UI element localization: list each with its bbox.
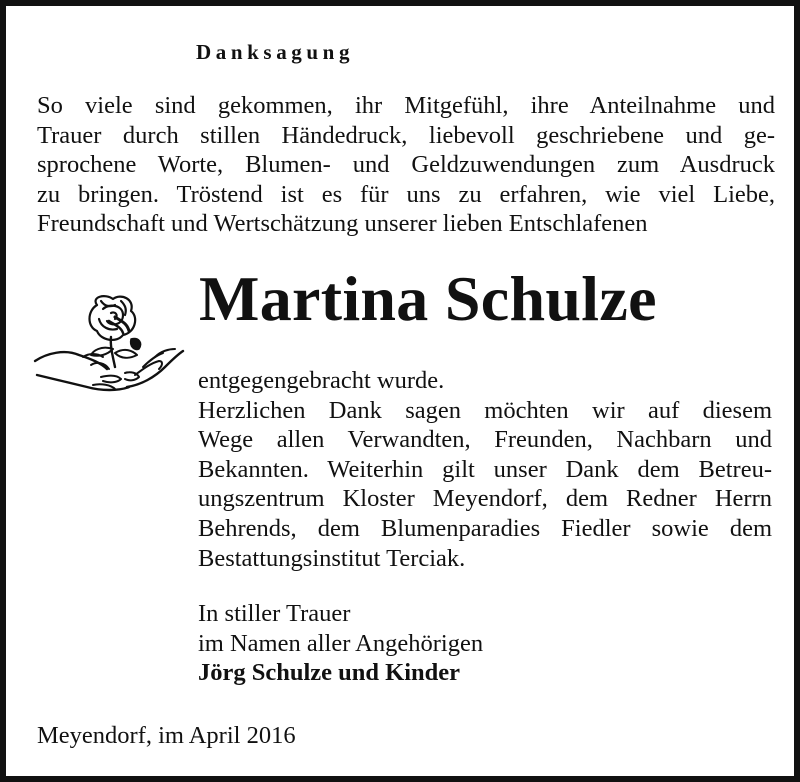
closing-line: im Namen aller Angehörigen bbox=[198, 629, 484, 657]
notice-heading: Danksagung bbox=[196, 40, 355, 64]
closing-block bbox=[198, 599, 483, 688]
deceased-name: Martina Schulze bbox=[199, 263, 657, 334]
body-line: Behrends, dem Blumenparadies Fiedler sowie dem bbox=[198, 514, 772, 542]
place-date: Meyendorf, im April 2016 bbox=[37, 722, 296, 749]
body-line: Bekannten. Weiterhin gilt unser Dank dem Betreu- bbox=[198, 455, 772, 483]
hands-holding-rose-icon bbox=[31, 291, 186, 399]
intro-line: Trauer durch stillen Händedruck, liebevoll geschriebene und ge- bbox=[37, 121, 775, 149]
intro-line: So viele sind gekommen, ihr Mitgefühl, ihre Anteilnahme und bbox=[37, 92, 775, 119]
intro-line: Freundschaft und Wertschätzung unserer lieben Entschlafenen bbox=[37, 210, 648, 238]
body-line: Bestattungsinstitut Terciak. bbox=[198, 544, 466, 572]
intro-line: sprochene Worte, Blumen- und Geldzuwendungen zum Ausdruck bbox=[37, 151, 775, 179]
body-line: Herzlichen Dank sagen möchten wir auf diesem bbox=[198, 396, 772, 424]
body-paragraph bbox=[198, 366, 772, 573]
body-line: ungszentrum Kloster Meyendorf, dem Redner Herrn bbox=[198, 485, 772, 513]
intro-line: zu bringen. Tröstend ist es für uns zu erfahren, wie viel Liebe, bbox=[37, 180, 775, 208]
closing-line: In stiller Trauer bbox=[198, 600, 351, 627]
signer-name: Jörg Schulze und Kinder bbox=[198, 659, 461, 687]
body-line: Wege allen Verwandten, Freunden, Nachbarn und bbox=[198, 426, 772, 454]
body-line: entgegengebracht wurde. bbox=[198, 367, 445, 394]
intro-paragraph bbox=[37, 91, 775, 239]
